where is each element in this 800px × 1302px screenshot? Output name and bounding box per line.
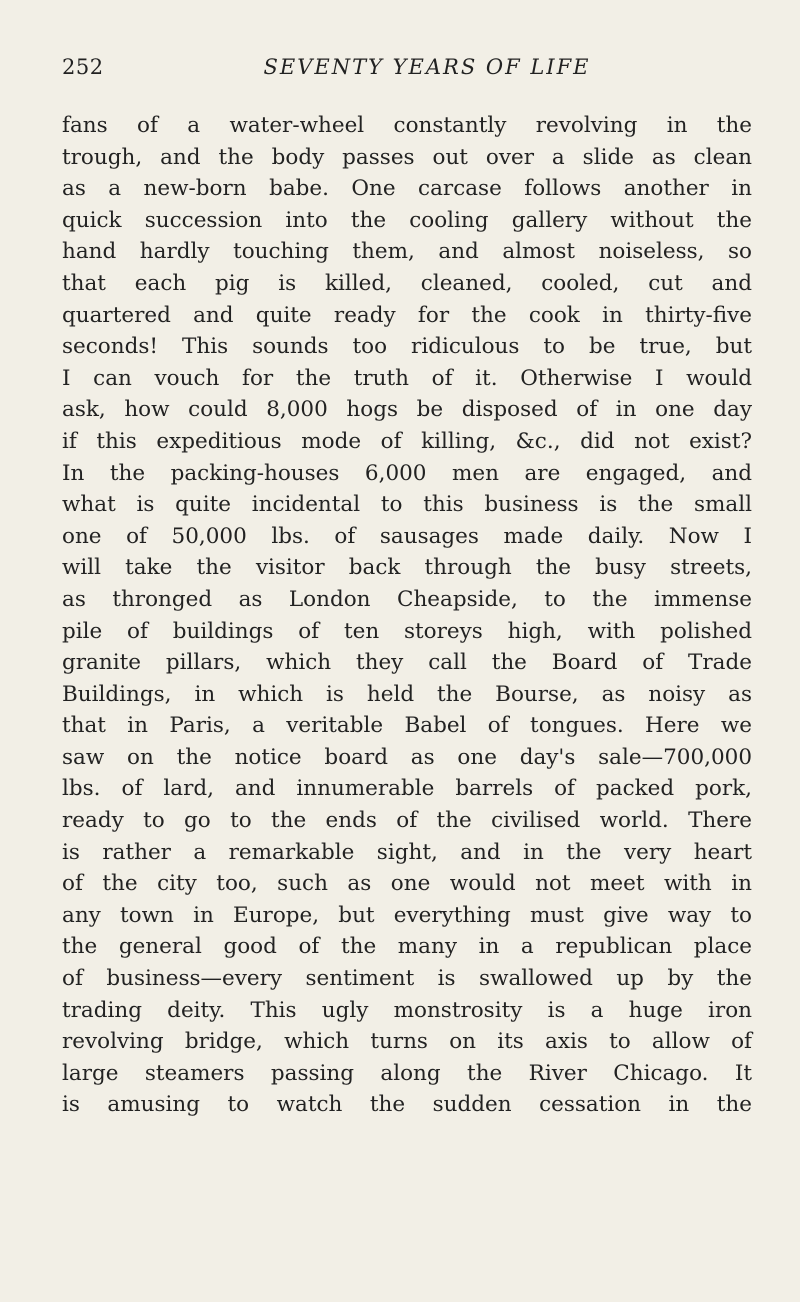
text-line: is rather a remarkable sight, and in the very heart [62, 839, 752, 865]
page-number: 252 [62, 55, 104, 79]
text-line: pile of buildings of ten storeys high, with polished [62, 618, 752, 644]
text-line: saw on the notice board as one day's sale—700,000 [62, 744, 752, 770]
text-line: In the packing-houses 6,000 men are engaged, and [62, 460, 752, 486]
text-line: what is quite incidental to this business is the small [62, 492, 752, 518]
text-line: if this expeditious mode of killing, &c., did not exist? [62, 428, 752, 454]
text-line: quick succession into the cooling gallery without the [62, 207, 752, 233]
text-line: granite pillars, which they call the Board of Trade [62, 650, 752, 676]
text-line: Buildings, in which is held the Bourse, as noisy as [62, 681, 752, 707]
text-line: will take the visitor back through the busy streets, [62, 555, 752, 581]
running-title: SEVENTY YEARS OF LIFE [263, 55, 591, 79]
text-line: trading deity. This ugly monstrosity is a huge iron [62, 997, 752, 1023]
text-line: that each pig is killed, cleaned, cooled, cut and [62, 270, 752, 296]
text-line: is amusing to watch the sudden cessation in the [62, 1092, 752, 1118]
text-line: of business—every sentiment is swallowed up by the [62, 966, 752, 992]
text-line: that in Paris, a veritable Babel of tongues. Here we [62, 713, 752, 739]
text-line: of the city too, such as one would not meet with in [62, 871, 752, 897]
text-line: the general good of the many in a republican place [62, 934, 752, 960]
body-text [62, 110, 752, 1121]
text-line: lbs. of lard, and innumerable barrels of packed pork, [62, 776, 752, 802]
text-line: fans of a water-wheel constantly revolving in the [62, 113, 752, 138]
text-line: any town in Europe, but everything must give way to [62, 902, 752, 928]
text-line: ask, how could 8,000 hogs be disposed of in one day [62, 397, 752, 423]
text-line: as thronged as London Cheapside, to the immense [62, 586, 752, 612]
text-line: I can vouch for the truth of it. Otherwise I would [62, 365, 752, 391]
text-line: large steamers passing along the River Chicago. It [62, 1060, 752, 1086]
text-line: trough, and the body passes out over a slide as clean [62, 144, 752, 170]
page-header [62, 55, 752, 89]
text-line: seconds! This sounds too ridiculous to be true, but [62, 334, 752, 360]
text-line: hand hardly touching them, and almost noiseless, so [62, 239, 752, 265]
text-line: ready to go to the ends of the civilised world. There [62, 808, 752, 834]
text-line: one of 50,000 lbs. of sausages made daily. Now I [62, 523, 752, 549]
text-line: as a new-born babe. One carcase follows another in [62, 176, 752, 202]
text-line: quartered and quite ready for the cook in thirty-five [62, 302, 752, 328]
text-line: revolving bridge, which turns on its axis to allow of [62, 1029, 752, 1055]
